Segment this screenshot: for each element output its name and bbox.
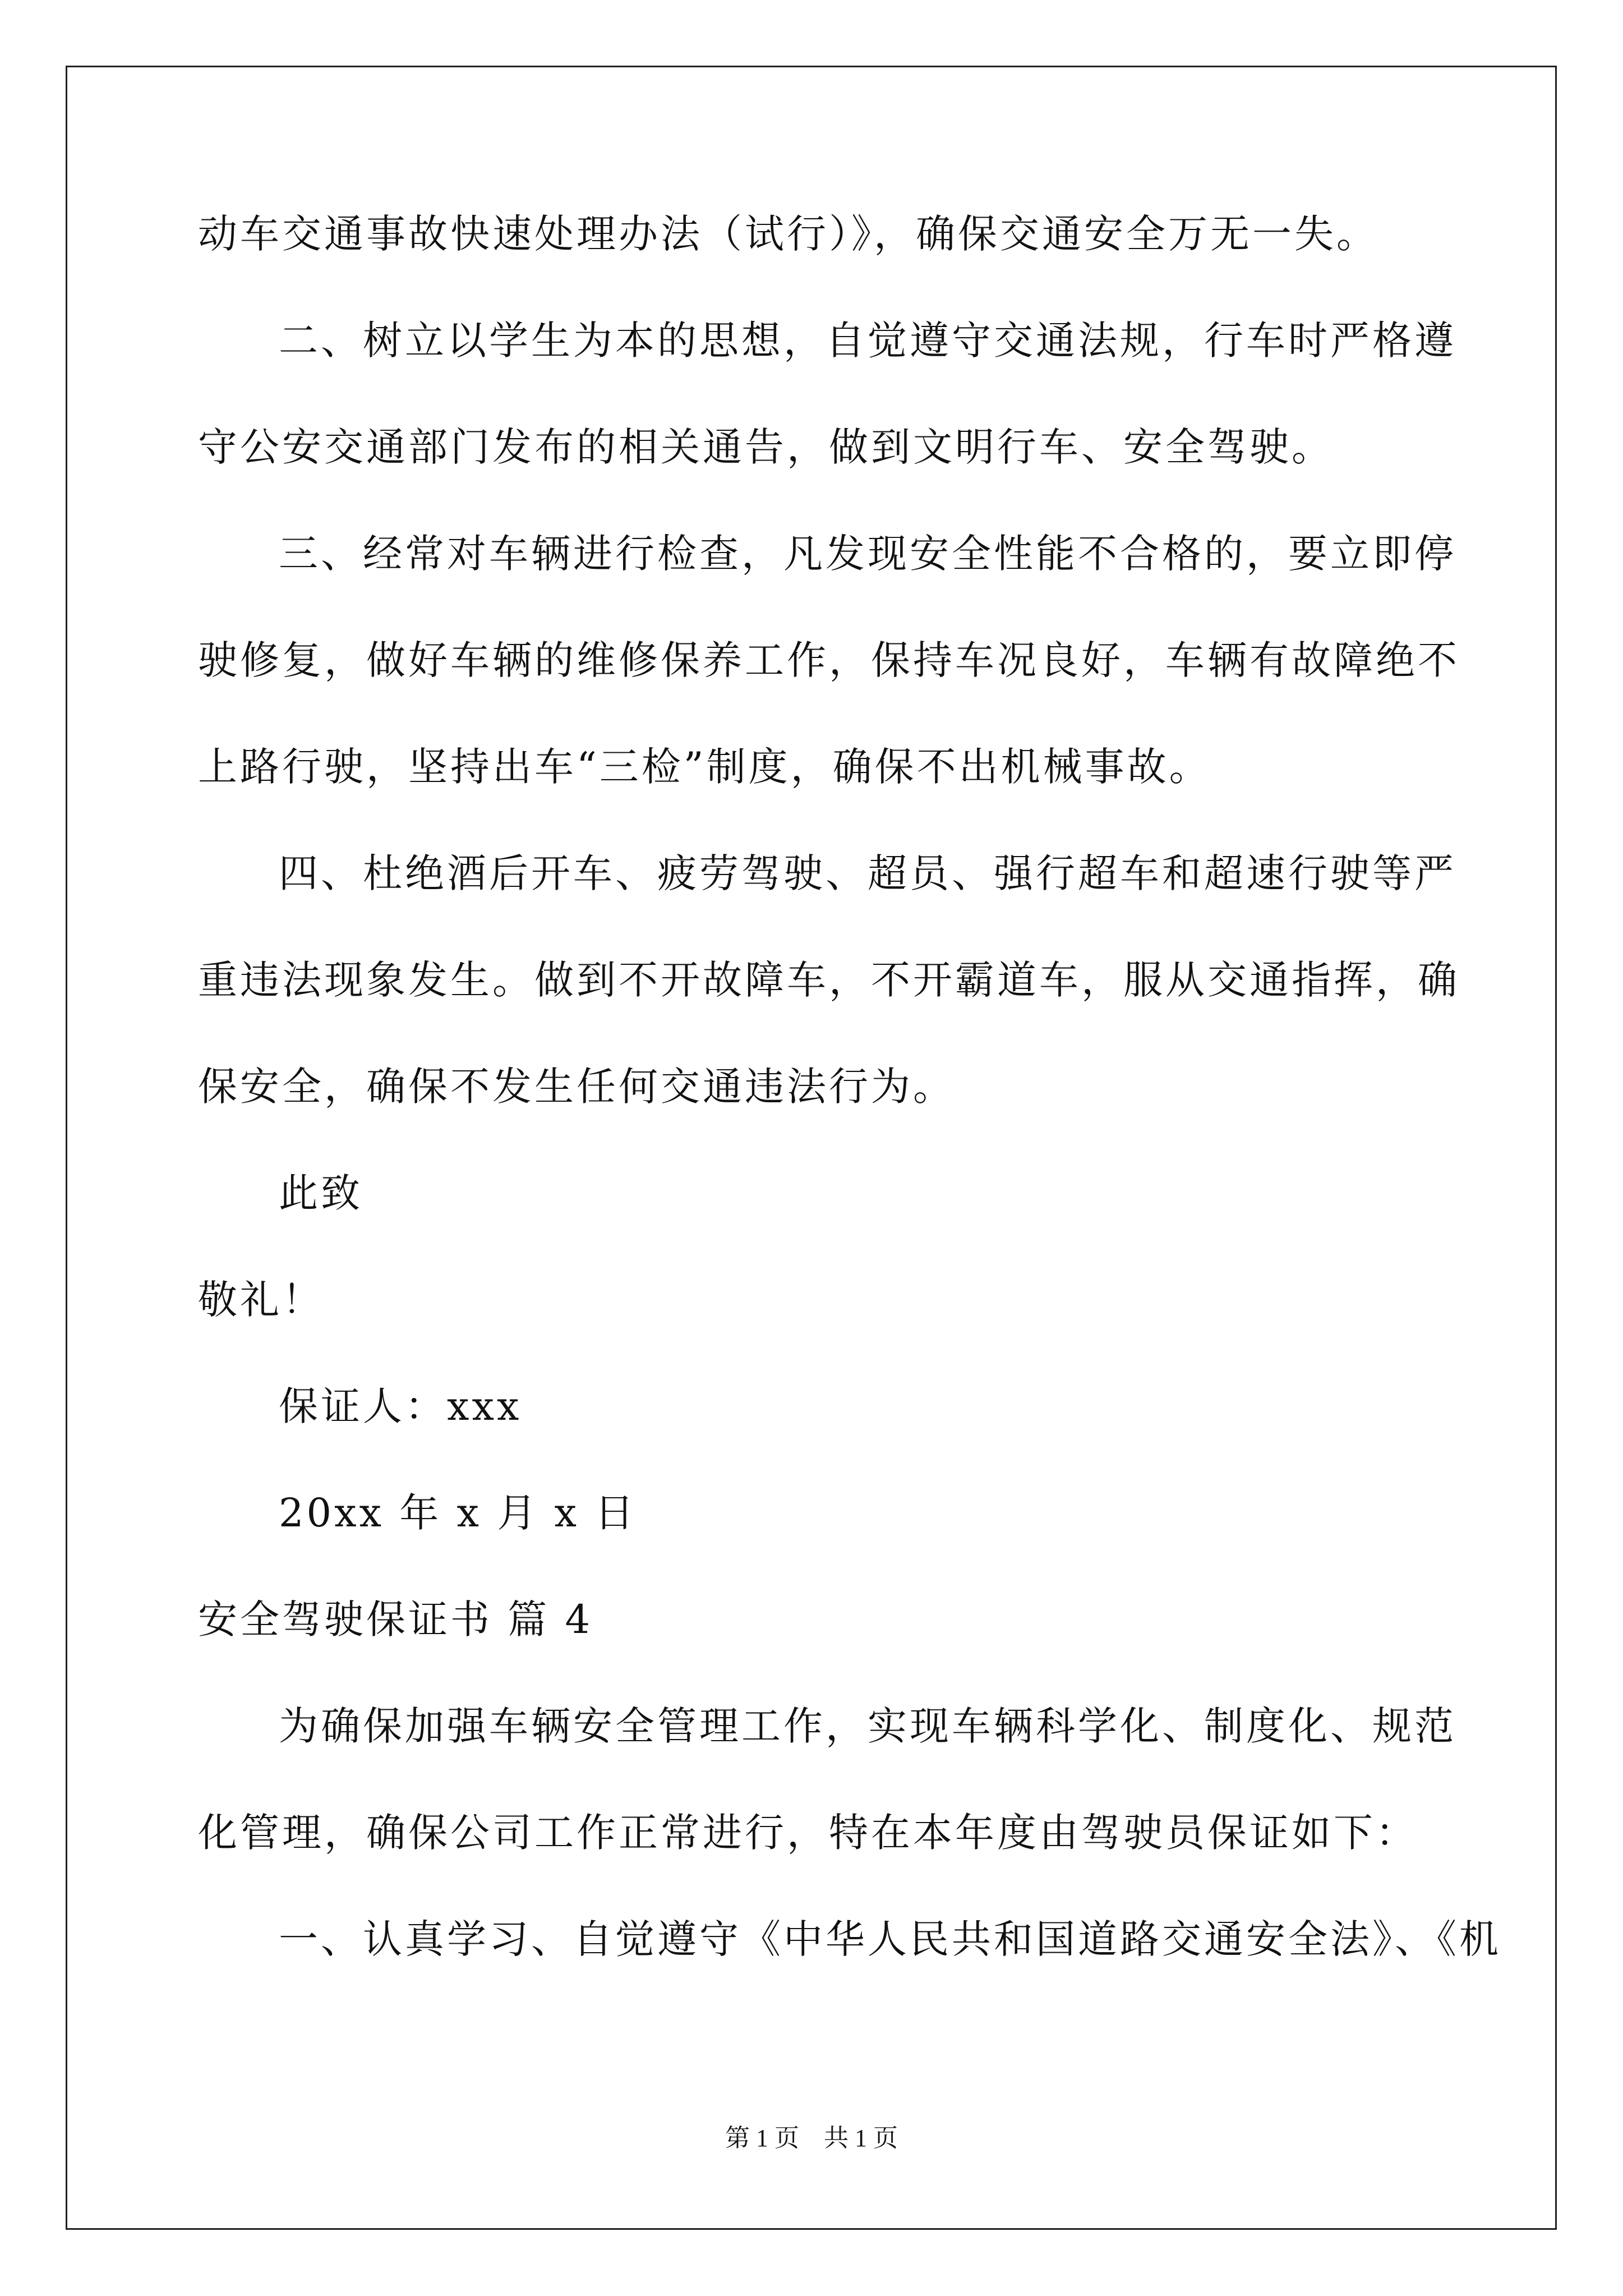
- paragraph-line: 化管理，确保公司工作正常进行，特在本年度由驾驶员保证如下：: [198, 1810, 1418, 1856]
- section-heading: 安全驾驶保证书 篇 4: [198, 1596, 593, 1642]
- paragraph-line: 重违法现象发生。做到不开故障车，不开霸道车，服从交通指挥，确: [198, 957, 1460, 1003]
- paragraph-line: 守公安交通部门发布的相关通告，做到文明行车、安全驾驶。: [198, 424, 1334, 470]
- paragraph-line: 上路行驶，坚持出车“三检”制度，确保不出机械事故。: [198, 744, 1211, 790]
- paragraph-line: 为确保加强车辆安全管理工作，实现车辆科学化、制度化、规范: [279, 1703, 1456, 1749]
- paragraph-line: 一、认真学习、自觉遵守《中华人民共和国道路交通安全法》、《机: [279, 1916, 1501, 1962]
- page-border: [66, 66, 1557, 2230]
- paragraph-line: 三、经常对车辆进行检查，凡发现安全性能不合格的，要立即停: [279, 531, 1456, 577]
- salutation-line: 敬礼！: [198, 1277, 324, 1323]
- date-line: 20xx 年 x 月 x 日: [279, 1490, 637, 1536]
- paragraph-line: 二、树立以学生为本的思想，自觉遵守交通法规，行车时严格遵: [279, 318, 1456, 364]
- paragraph-line: 四、杜绝酒后开车、疲劳驾驶、超员、强行超车和超速行驶等严: [279, 850, 1456, 896]
- page-footer: 第 1 页 共 1 页: [725, 2124, 898, 2152]
- paragraph-line: 驶修复，做好车辆的维修保养工作，保持车况良好，车辆有故障绝不: [198, 637, 1460, 683]
- guarantor-line: 保证人：xxx: [279, 1383, 522, 1429]
- salutation-line: 此致: [279, 1170, 363, 1216]
- paragraph-line: 保安全，确保不发生任何交通违法行为。: [198, 1064, 955, 1110]
- paragraph-line: 动车交通事故快速处理办法（试行）》，确保交通安全万无一失。: [198, 211, 1378, 257]
